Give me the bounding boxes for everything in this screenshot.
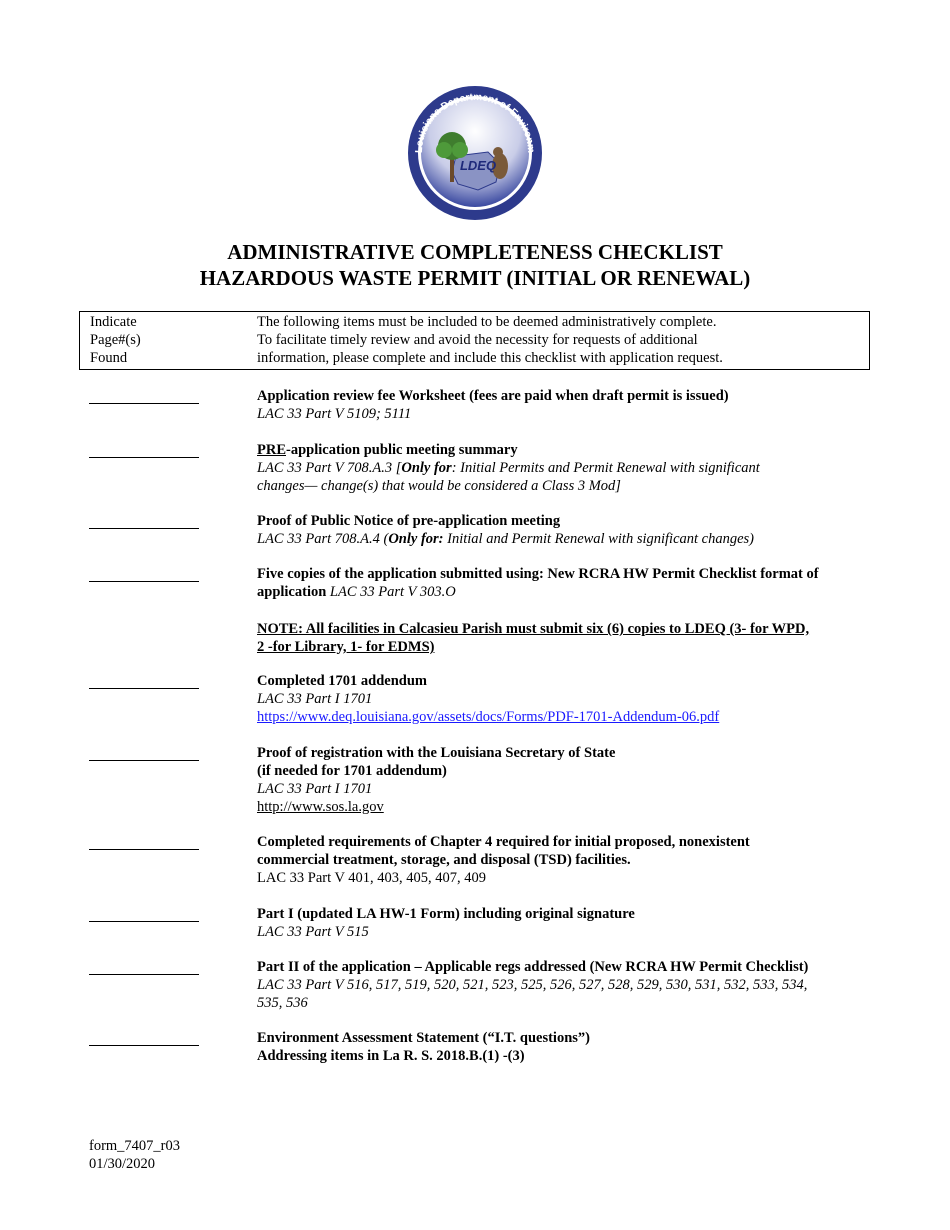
ldeq-seal-logo (408, 86, 542, 220)
page-number-blank[interactable] (89, 387, 199, 404)
svg-text:Louisiana Department of Enviro: Louisiana Department of Environm (413, 91, 537, 154)
page-number-blank[interactable] (89, 744, 199, 761)
header-table (79, 311, 870, 370)
svg-text:LDEQ: LDEQ (459, 158, 497, 173)
title-line-1: ADMINISTRATIVE COMPLETENESS CHECKLIST (227, 240, 723, 264)
page-number-blank[interactable] (89, 672, 199, 689)
header-right-column: The following items must be included to be deemed administratively complete. To facilitate timely review and avoid the necessity for requests of additional information, please complete and include this checklist with application request. (257, 314, 723, 366)
form-footer (89, 1137, 180, 1173)
header-left-column: Indicate Page#(s) Found (90, 314, 141, 366)
page-number-blank[interactable] (89, 1029, 199, 1046)
page-number-blank[interactable] (89, 441, 199, 458)
page-number-blank[interactable] (89, 958, 199, 975)
sos-link[interactable]: http://www.sos.la.gov (257, 799, 384, 815)
title-line-2: HAZARDOUS WASTE PERMIT (INITIAL OR RENEWAL) (199, 266, 751, 290)
form-date: 01/30/2020 (89, 1156, 156, 1172)
page-number-blank[interactable] (89, 512, 199, 529)
page-number-blank[interactable] (89, 565, 199, 582)
addendum-pdf-link[interactable]: https://www.deq.louisiana.gov/assets/docs/Forms/PDF-1701-Addendum-06.pdf (257, 709, 720, 725)
form-number: form_7407_r03 (89, 1138, 181, 1154)
page-number-blank[interactable] (89, 833, 199, 850)
page-number-blank[interactable] (89, 905, 199, 922)
